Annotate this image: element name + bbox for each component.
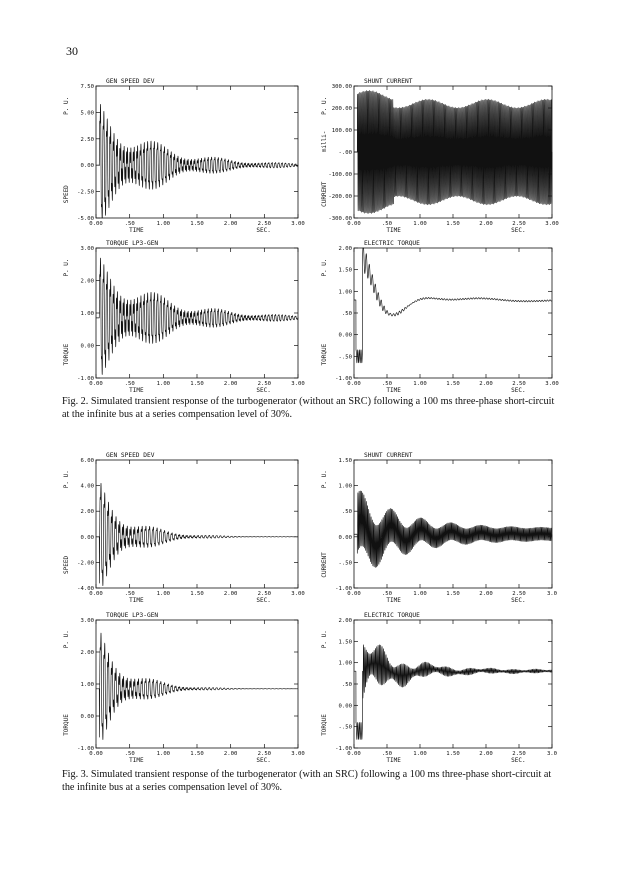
x-tick-label: 1.50	[190, 591, 204, 597]
figure-3-plots	[0, 450, 638, 770]
x-tick-label: .50	[124, 221, 135, 227]
y-tick-label: 0.00	[338, 534, 352, 541]
x-tick-label: 2.50	[512, 381, 526, 387]
y-axis-unit: P. U.	[63, 96, 70, 115]
page-number: 30	[66, 44, 78, 58]
fig2-panel-1	[63, 78, 305, 234]
fig3-panel-2	[321, 452, 557, 604]
x-tick-label: .50	[381, 221, 393, 227]
x-tick-label: .50	[124, 381, 135, 387]
x-tick-label: 2.50	[512, 591, 526, 597]
x-tick-label: 2.00	[223, 221, 238, 227]
y-tick-label: 0.00	[80, 714, 94, 720]
x-axis-unit: SEC.	[256, 757, 271, 764]
series-line	[96, 633, 298, 740]
y-axis-prefix: milli-	[321, 130, 328, 153]
x-tick-label: 3.0	[546, 591, 558, 597]
y-tick-label: 4.00	[80, 483, 94, 490]
x-tick-label: 3.00	[291, 381, 305, 387]
x-axis-unit: SEC.	[256, 227, 271, 234]
y-tick-label: 2.00	[80, 278, 94, 285]
x-tick-label: 1.00	[156, 591, 171, 597]
x-axis-label: TIME	[386, 387, 401, 394]
x-tick-label: 2.00	[223, 381, 238, 387]
x-tick-label: 2.00	[479, 751, 493, 757]
y-tick-label: 3.00	[80, 246, 94, 252]
fig2-panel-3	[63, 240, 305, 394]
x-tick-label: 0.00	[347, 221, 361, 227]
y-tick-label: 1.00	[80, 682, 94, 688]
x-tick-label: 1.50	[190, 751, 204, 757]
x-tick-label: 1.50	[190, 381, 204, 387]
x-tick-label: 0.00	[89, 381, 103, 387]
y-tick-label: 2.00	[338, 618, 352, 624]
y-tick-label: -4.00	[77, 586, 94, 592]
x-tick-label: 0.00	[89, 221, 103, 227]
y-axis-label: TORQUE	[321, 714, 328, 736]
plot-title: ELECTRIC TORQUE	[364, 612, 420, 619]
x-tick-label: .50	[381, 751, 393, 757]
x-tick-label: 2.50	[257, 221, 272, 227]
x-tick-label: 3.00	[291, 591, 305, 597]
series-line	[354, 645, 552, 740]
x-tick-label: .50	[124, 591, 135, 597]
y-tick-label: 1.50	[338, 458, 352, 464]
fig3-panel-3	[63, 612, 305, 764]
x-tick-label: 0.00	[347, 591, 361, 597]
plot-title: SHUNT CURRENT	[364, 452, 413, 459]
y-tick-label: 200.00	[331, 106, 352, 112]
y-axis-label: SPEED	[63, 185, 70, 204]
y-axis-label: TORQUE	[63, 714, 70, 736]
x-axis-unit: SEC.	[511, 387, 526, 394]
x-tick-label: 2.00	[223, 751, 238, 757]
y-tick-label: -200.00	[328, 194, 352, 200]
y-tick-label: 100.00	[331, 128, 352, 134]
x-tick-label: 1.00	[413, 591, 427, 597]
series-line	[96, 483, 298, 585]
series-line	[354, 491, 552, 567]
series-line	[354, 248, 552, 363]
x-axis-label: TIME	[129, 387, 144, 394]
fig3-panel-4	[321, 612, 557, 764]
y-tick-label: 0.00	[80, 343, 94, 350]
y-axis-unit: P. U.	[63, 470, 70, 489]
x-tick-label: 1.00	[413, 221, 427, 227]
y-tick-label: -.50	[338, 724, 352, 731]
y-tick-label: -.50	[338, 354, 352, 361]
x-tick-label: .50	[381, 381, 393, 387]
y-tick-label: 300.00	[331, 84, 352, 90]
x-axis-label: TIME	[129, 597, 144, 604]
x-tick-label: 3.00	[545, 381, 559, 387]
x-axis-label: TIME	[386, 227, 401, 234]
x-tick-label: 2.00	[479, 591, 493, 597]
plot-title: GEN SPEED DEV	[106, 452, 155, 459]
y-tick-label: -1.00	[335, 376, 352, 382]
y-tick-label: -2.00	[77, 560, 94, 567]
x-tick-label: 1.50	[190, 221, 204, 227]
x-axis-label: TIME	[129, 757, 144, 764]
plot-title: SHUNT CURRENT	[364, 78, 413, 85]
x-tick-label: 2.50	[257, 591, 272, 597]
x-tick-label: 2.00	[479, 381, 493, 387]
y-axis-label: SPEED	[63, 555, 70, 574]
x-tick-label: 1.00	[413, 381, 427, 387]
x-tick-label: 2.50	[257, 381, 272, 387]
series-line	[96, 258, 298, 374]
figure-3-caption: Fig. 3. Simulated transient response of the turbogenerator (with an SRC) following a 100 ms three-phase short-circuit at the infinite bus at a series compensation level of 30%.	[62, 769, 552, 793]
y-tick-label: -2.50	[77, 189, 94, 196]
x-axis-label: TIME	[386, 757, 401, 764]
x-tick-label: .50	[124, 751, 135, 757]
x-axis-unit: SEC.	[511, 227, 526, 234]
plot-title: ELECTRIC TORQUE	[364, 240, 420, 247]
y-axis-label: CURRENT	[321, 552, 328, 578]
x-axis-unit: SEC.	[511, 757, 526, 764]
y-tick-label: 6.00	[80, 458, 94, 464]
fig2-panel-4	[321, 240, 559, 394]
y-axis-label: TORQUE	[321, 343, 328, 366]
x-tick-label: 1.50	[446, 221, 460, 227]
y-axis-label: TORQUE	[63, 343, 70, 366]
x-tick-label: 1.00	[413, 751, 427, 757]
x-tick-label: 3.00	[291, 221, 305, 227]
y-tick-label: -.00	[338, 150, 352, 156]
x-tick-label: 2.00	[479, 221, 493, 227]
plot-title: TORQUE LP3-GEN	[106, 612, 159, 619]
x-axis-unit: SEC.	[256, 387, 271, 394]
y-axis-unit: P. U.	[321, 630, 328, 649]
y-tick-label: -5.00	[77, 216, 94, 222]
y-tick-label: 1.50	[338, 639, 352, 646]
plot-frame	[96, 460, 298, 588]
x-tick-label: 1.50	[446, 381, 460, 387]
x-tick-label: 0.00	[89, 751, 103, 757]
x-tick-label: 1.50	[446, 591, 460, 597]
x-tick-label: 0.00	[347, 381, 361, 387]
x-tick-label: 3.00	[291, 751, 305, 757]
y-tick-label: 0.00	[338, 332, 352, 339]
y-tick-label: 1.50	[338, 267, 352, 274]
y-tick-label: 1.00	[338, 483, 352, 490]
x-tick-label: 1.00	[156, 381, 171, 387]
y-tick-label: 2.00	[80, 650, 94, 656]
y-tick-label: .50	[341, 509, 352, 516]
fig3-panel-1	[63, 452, 305, 604]
y-tick-label: 7.50	[80, 84, 94, 90]
y-tick-label: -1.00	[335, 586, 352, 592]
x-tick-label: 1.00	[156, 221, 171, 227]
x-tick-label: 3.0	[546, 751, 558, 757]
y-tick-label: -1.00	[77, 746, 94, 752]
x-tick-label: 2.00	[223, 591, 238, 597]
fig2-panel-2	[321, 78, 559, 234]
figure-2-plots	[0, 70, 638, 400]
x-tick-label: 3.00	[545, 221, 559, 227]
plot-title: GEN SPEED DEV	[106, 78, 155, 85]
y-tick-label: 2.50	[80, 136, 94, 143]
y-axis-unit: P. U.	[321, 96, 328, 115]
x-tick-label: .50	[381, 591, 393, 597]
y-axis-unit: P. U.	[63, 258, 70, 277]
x-tick-label: 2.50	[512, 221, 526, 227]
y-tick-label: -300.00	[328, 216, 352, 222]
y-tick-label: 3.00	[80, 618, 94, 624]
x-axis-unit: SEC.	[511, 597, 526, 604]
y-tick-label: 1.00	[338, 289, 352, 296]
plot-title: TORQUE LP3-GEN	[106, 240, 159, 247]
y-tick-label: -100.00	[328, 172, 352, 178]
series-line	[96, 104, 298, 218]
y-axis-label: CURRENT	[321, 181, 328, 207]
plot-frame	[354, 620, 552, 748]
figure-2-caption: Fig. 2. Simulated transient response of the turbogenerator (without an SRC) following a 100 ms three-phase short-circuit at the infinite bus at a series compensation level of 30%.	[62, 396, 555, 420]
y-axis-unit: P. U.	[321, 470, 328, 489]
x-tick-label: 0.00	[347, 751, 361, 757]
y-tick-label: 2.00	[80, 509, 94, 516]
x-tick-label: 0.00	[89, 591, 103, 597]
series-line	[354, 90, 552, 213]
y-tick-label: 2.00	[338, 246, 352, 252]
y-tick-label: .50	[341, 311, 352, 317]
x-tick-label: 2.50	[257, 751, 272, 757]
y-tick-label: -.50	[338, 560, 352, 567]
y-tick-label: 0.00	[338, 703, 352, 710]
y-axis-unit: P. U.	[321, 258, 328, 277]
y-tick-label: -1.00	[335, 746, 352, 752]
y-axis-unit: P. U.	[63, 630, 70, 649]
y-tick-label: 1.00	[80, 311, 94, 317]
x-tick-label: 1.50	[446, 751, 460, 757]
y-tick-label: -1.00	[77, 376, 94, 382]
plot-frame	[354, 248, 552, 378]
y-tick-label: 0.00	[80, 534, 94, 541]
y-tick-label: 5.00	[80, 110, 94, 117]
x-axis-label: TIME	[386, 597, 401, 604]
x-tick-label: 2.50	[512, 751, 526, 757]
y-tick-label: 0.00	[80, 163, 94, 170]
x-tick-label: 1.00	[156, 751, 171, 757]
y-tick-label: 1.00	[338, 660, 352, 667]
y-tick-label: .50	[341, 682, 352, 688]
x-axis-unit: SEC.	[256, 597, 271, 604]
x-axis-label: TIME	[129, 227, 144, 234]
